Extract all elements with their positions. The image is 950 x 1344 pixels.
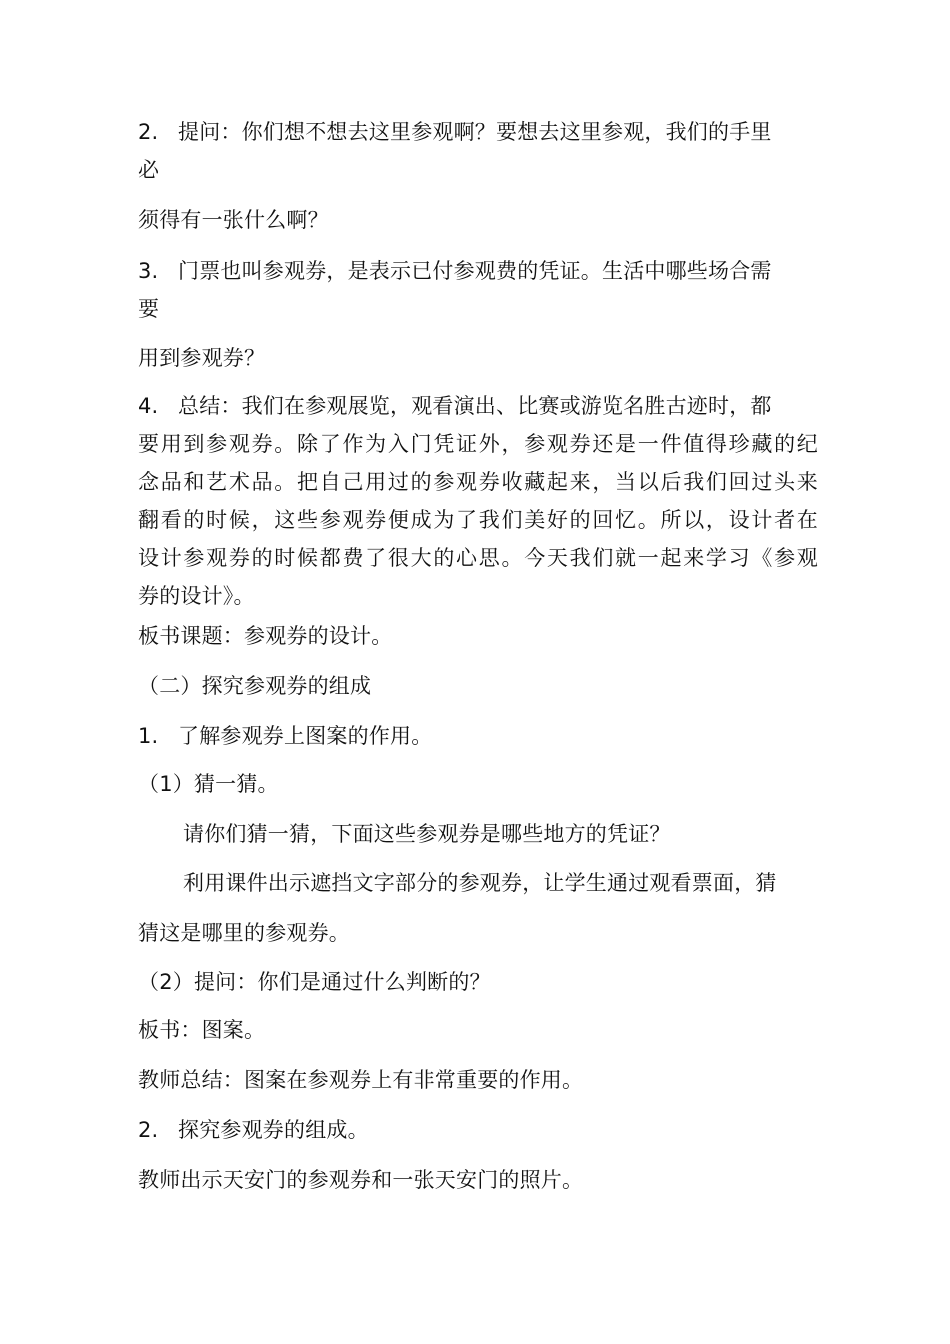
paragraph-3-line-3: 用到参观券？ bbox=[138, 346, 266, 370]
paragraph-4-line-6: 券的设计》。 bbox=[138, 584, 255, 608]
paragraph-4-line-1 bbox=[138, 393, 818, 419]
step-2 bbox=[138, 1117, 818, 1143]
board-note: 板书：图案。 bbox=[138, 1018, 266, 1042]
list-number: 3. bbox=[138, 259, 159, 283]
paragraph-2-line-1 bbox=[138, 119, 818, 145]
teacher-summary: 教师总结：图案在参观券上有非常重要的作用。 bbox=[138, 1068, 584, 1092]
substep-1: （1）猜一猜。 bbox=[138, 772, 279, 796]
list-number: 2. bbox=[138, 1118, 159, 1142]
paragraph-4-line-2: 要用到参观券。除了作为入门凭证外，参观券还是一件值得珍藏的纪 bbox=[138, 432, 818, 456]
paragraph-text: 门票也叫参观券，是表示已付参观费的凭证。生活中哪些场合需 bbox=[178, 259, 772, 283]
paragraph-4-line-5: 设计参观券的时候都费了很大的心思。今天我们就一起来学习《参观 bbox=[138, 546, 818, 570]
paragraph-2-line-2: 必 bbox=[138, 158, 160, 182]
step-2-desc: 教师出示天安门的参观券和一张天安门的照片。 bbox=[138, 1168, 584, 1192]
substep-1-desc-line-1: 利用课件出示遮挡文字部分的参观券，让学生通过观看票面，猜 bbox=[183, 871, 777, 895]
paragraph-text: 提问：你们想不想去这里参观啊？要想去这里参观，我们的手里 bbox=[178, 120, 772, 144]
list-number: 1. bbox=[138, 724, 159, 748]
board-title: 板书课题：参观券的设计。 bbox=[138, 624, 393, 648]
list-number: 4. bbox=[138, 394, 159, 418]
list-number: 2. bbox=[138, 120, 159, 144]
paragraph-text: 总结：我们在参观展览，观看演出、比赛或游览名胜古迹时，都 bbox=[178, 394, 772, 418]
paragraph-4-line-3: 念品和艺术品。把自己用过的参观券收藏起来，当以后我们回过头来 bbox=[138, 470, 818, 494]
substep-1-question: 请你们猜一猜，下面这些参观券是哪些地方的凭证？ bbox=[183, 822, 671, 846]
step-text: 探究参观券的组成。 bbox=[178, 1118, 369, 1142]
step-1 bbox=[138, 723, 818, 749]
paragraph-3-line-1 bbox=[138, 258, 818, 284]
paragraph-4-line-4: 翻看的时候，这些参观券便成为了我们美好的回忆。所以，设计者在 bbox=[138, 508, 818, 532]
substep-2: （2）提问：你们是通过什么判断的？ bbox=[138, 970, 491, 994]
section-heading: （二）探究参观券的组成 bbox=[138, 674, 372, 698]
step-text: 了解参观券上图案的作用。 bbox=[178, 724, 433, 748]
paragraph-3-line-2: 要 bbox=[138, 297, 160, 321]
substep-1-desc-line-2: 猜这是哪里的参观券。 bbox=[138, 921, 350, 945]
paragraph-2-line-3: 须得有一张什么啊？ bbox=[138, 208, 329, 232]
